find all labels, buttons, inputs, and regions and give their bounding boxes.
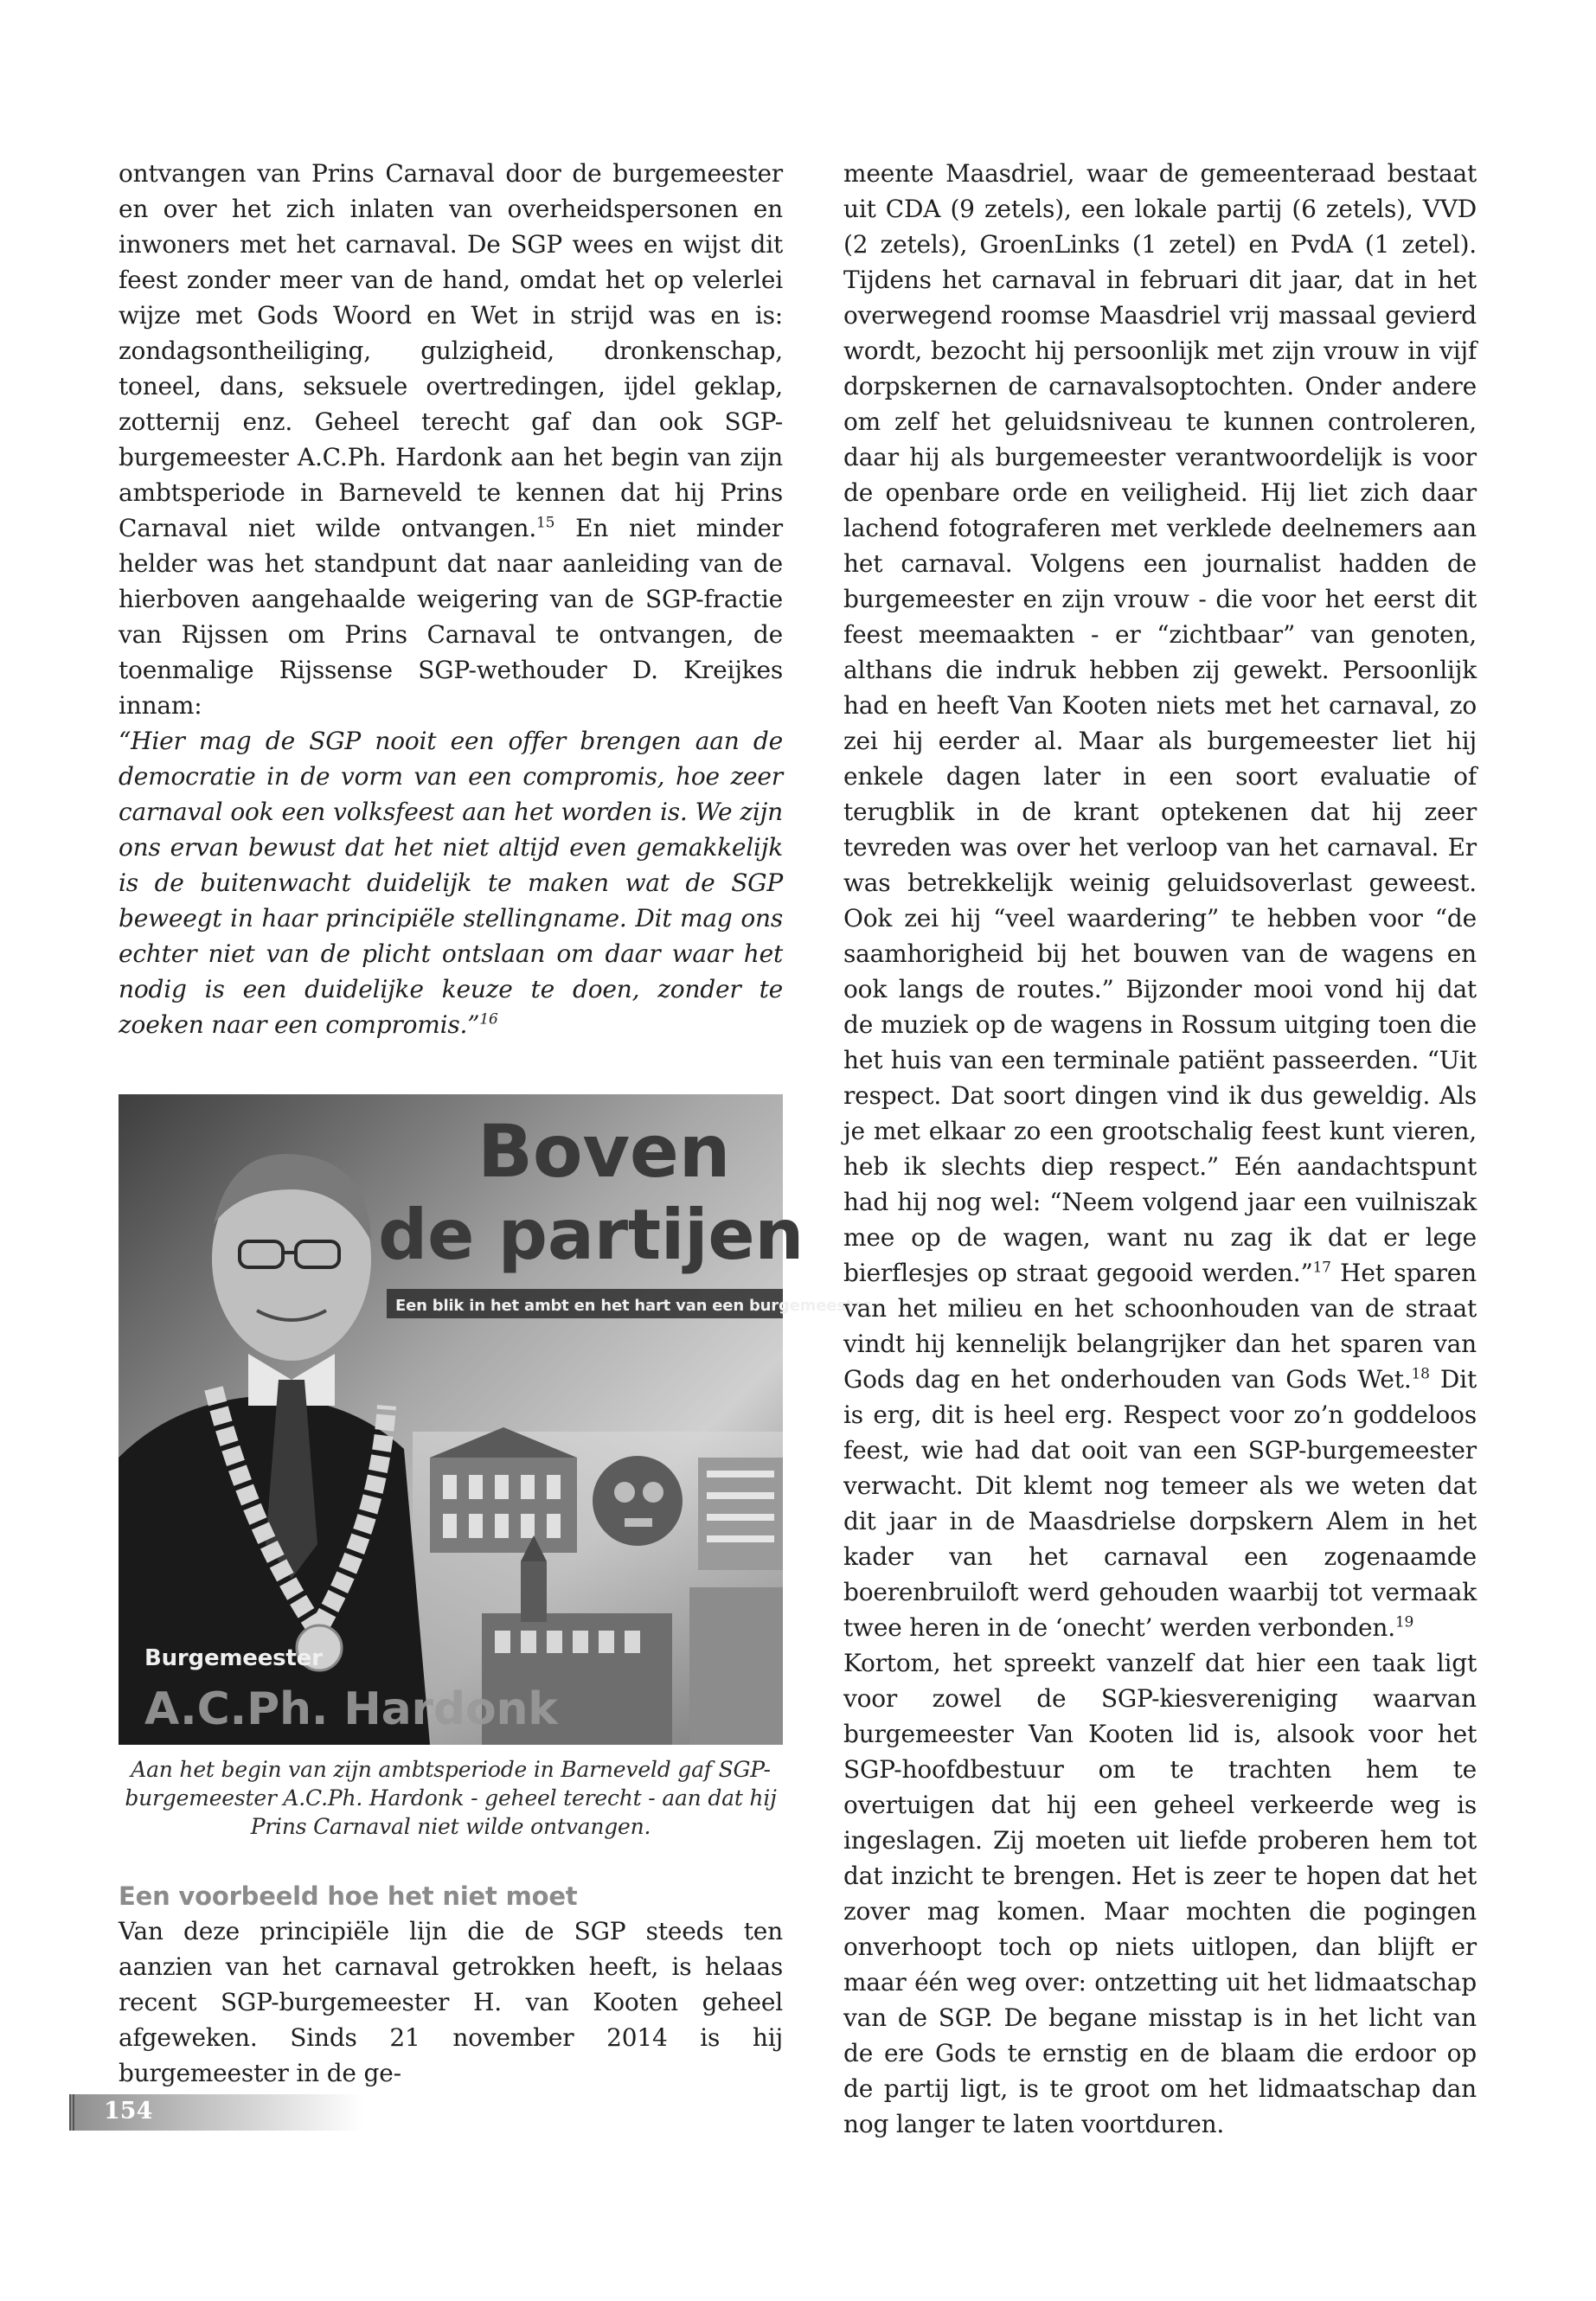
body-paragraph: Van deze principiële lijn die de SGP steeds ten aanzien van het carnaval getrokken heeft, is helaas recent SGP-burgemeester H. van Kooten geheel afgeweken. Sinds 21 november 2014 is hij burgemeester in de ge-: [119, 1917, 783, 2087]
page-number-bar: [69, 2094, 363, 2131]
footnote-ref[interactable]: 15: [536, 514, 555, 532]
right-column: [843, 156, 1477, 2142]
paragraph-text: meente Maasdriel, waar de gemeenteraad bestaat uit CDA (9 zetels), een lokale partij (6 zetels), VVD (2 zetels), GroenLinks (1 zetel) en PvdA (1 zetel). Tijdens het carnaval in februari dit jaar, dat in het overwegend roomse Maasdriel vrij massaal gevierd wordt, bezocht hij persoonlijk met zijn vrouw in vijf dorpskernen de carnavalsoptochten. Onder andere om zelf het geluidsniveau te kunnen controleren, daar hij als burgemeester verantwoordelijk is voor de openbare orde en veiligheid. Hij liet zich daar lachend fotograferen met verklede deelnemers aan het carnaval. Volgens een journalist hadden de burgemeester en zijn vrouw - die voor het eerst dit feest meemaakten - er “zichtbaar” van genoten, althans die indruk hebben zij gewekt. Persoonlijk had en heeft Van Kooten niets met het carnaval, zo zei hij eerder al. Maar als burgemeester liet hij enkele dagen later in een soort evaluatie of terugblik in de krant optekenen dat hij zeer tevreden was over het verloop van het carnaval. Er was betrekkelijk weinig geluidsoverlast geweest. Ook zei hij “veel waardering” te hebben voor “de saamhorigheid bij het bouwen van de wagens en ook langs de routes.” Bijzonder mooi vond hij dat de muziek op de wagens in Rossum uitging toen die het huis van een terminale patiënt passeerden. “Uit respect. Dat soort dingen vind ik dus geweldig. Als je met elkaar zo een grootschalig feest kunt vieren, heb ik slechts diep respect.” Eén aandachtspunt had hij nog wel: “Neem volgend jaar een vuilniszak mee op de wagen, want nu zag ik dat er lege bierflesjes op straat gegooid werden.”: [843, 159, 1477, 1287]
footnote-ref[interactable]: 17: [1312, 1259, 1331, 1277]
paragraph-text: ontvangen van Prins Carnaval door de burgemeester en over het zich inlaten van overheidspersonen en inwoners met het carnaval. De SGP wees en wijst dit feest zonder meer van de hand, omdat het op velerlei wijze met Gods Woord en Wet in strijd was en is: zondagsontheiliging, gulzigheid, dronkenschap, toneel, dans, seksuele overtredingen, ijdel geklap, zotternij enz. Geheel terecht gaf dan ook SGP-burgemeester A.C.Ph. Hardonk aan het begin van zijn ambtsperiode in Barneveld te kennen dat hij Prins Carnaval niet wilde ontvangen.: [119, 159, 783, 542]
cover-subtitle: Een blik in het ambt en het hart van een burgemeester: [395, 1297, 871, 1315]
paragraph-text: Dit is erg, dit is heel erg. Respect voor zo’n goddeloos feest, wie had dat ooit van een SGP-burgemeester verwacht. Dit klemt nog temeer als we weten dat dit jaar in de Maasdrielse dorpskern Alem in het kader van het carnaval een zogenaamde boerenbruiloft werd gehouden waarbij tot vermaak twee heren in de ‘onecht’ werden verbonden.: [843, 1365, 1477, 1642]
cover-title-line1: Boven: [478, 1109, 731, 1194]
paragraph-text: En niet minder helder was het standpunt dat naar aanleiding van de hierboven aangehaalde weigering van de SGP-fractie van Rijssen om Prins Carnaval te ontvangen, de toenmalige Rijssense SGP-wethouder D. Kreijkes innam:: [119, 514, 783, 720]
cover-name: A.C.Ph. Hardonk: [144, 1683, 558, 1735]
sculpture-illustration: [593, 1456, 683, 1546]
body-paragraph: Kortom, het spreekt vanzelf dat hier een taak ligt voor zowel de SGP-kiesvereniging waarvan burgemeester Van Kooten lid is, alsook voor het SGP-hoofdbestuur om te trachten hem te overtuigen dat hij een geheel verkeerde weg is ingeslagen. Zij moeten uit liefde proberen hem tot dat inzicht te brengen. Het is zeer te hopen dat het zover mag komen. Maar mochten die pogingen onverhoopt toch op niets uitlopen, dan blijft er maar één weg over: ontzetting uit het lidmaatschap van de SGP. De begane misstap is in het licht van de ere Gods te ernstig en de blaam die erdoor op de partij ligt, is te groot om het lidmaatschap dan nog langer te laten voortduren.: [843, 1649, 1477, 2138]
book-cover-illustration: [119, 1094, 871, 1745]
cover-role: Burgemeester: [144, 1645, 323, 1671]
footnote-ref[interactable]: 16: [479, 1010, 498, 1029]
book-cover-figure: [119, 1094, 871, 1745]
page-number: 154: [104, 2098, 153, 2125]
body-paragraph: [119, 156, 783, 723]
paragraph-text: Het sparen van het milieu en het schoonhouden van de straat vindt hij kennelijk belangrijker dan het sparen van Gods dag en het onderhouden van Gods Wet.: [843, 1259, 1477, 1394]
figure-caption: Aan het begin van zijn ambtsperiode in Barneveld gaf SGP-burgemeester A.C.Ph. Hardonk - geheel terecht - aan dat hij Prins Carnaval niet wilde ontvangen.: [125, 1757, 777, 1839]
modern-building-illustration: [698, 1458, 783, 1570]
footnote-ref[interactable]: 18: [1411, 1365, 1430, 1383]
block-quote: [119, 723, 783, 1042]
body-paragraph: [843, 156, 1477, 1645]
quote-text: “Hier mag de SGP nooit een offer brengen aan de democratie in de vorm van een compromis, hoe zeer carnaval ook een volksfeest aan het worden is. We zijn ons ervan bewust dat het niet altijd even gemakkelijk is de buitenwacht duidelijk te maken wat de SGP beweegt in haar principiële stellingname. Dit mag ons echter niet van de plicht ontslaan om daar waar het nodig is een duidelijke keuze te doen, zonder te zoeken naar een compromis.”: [119, 727, 783, 1039]
cover-title-line2: de partijen: [378, 1195, 804, 1275]
footnote-ref[interactable]: 19: [1394, 1613, 1414, 1631]
section-heading: Een voorbeeld hoe het niet moet: [119, 1881, 578, 1911]
left-column: [119, 156, 871, 2091]
